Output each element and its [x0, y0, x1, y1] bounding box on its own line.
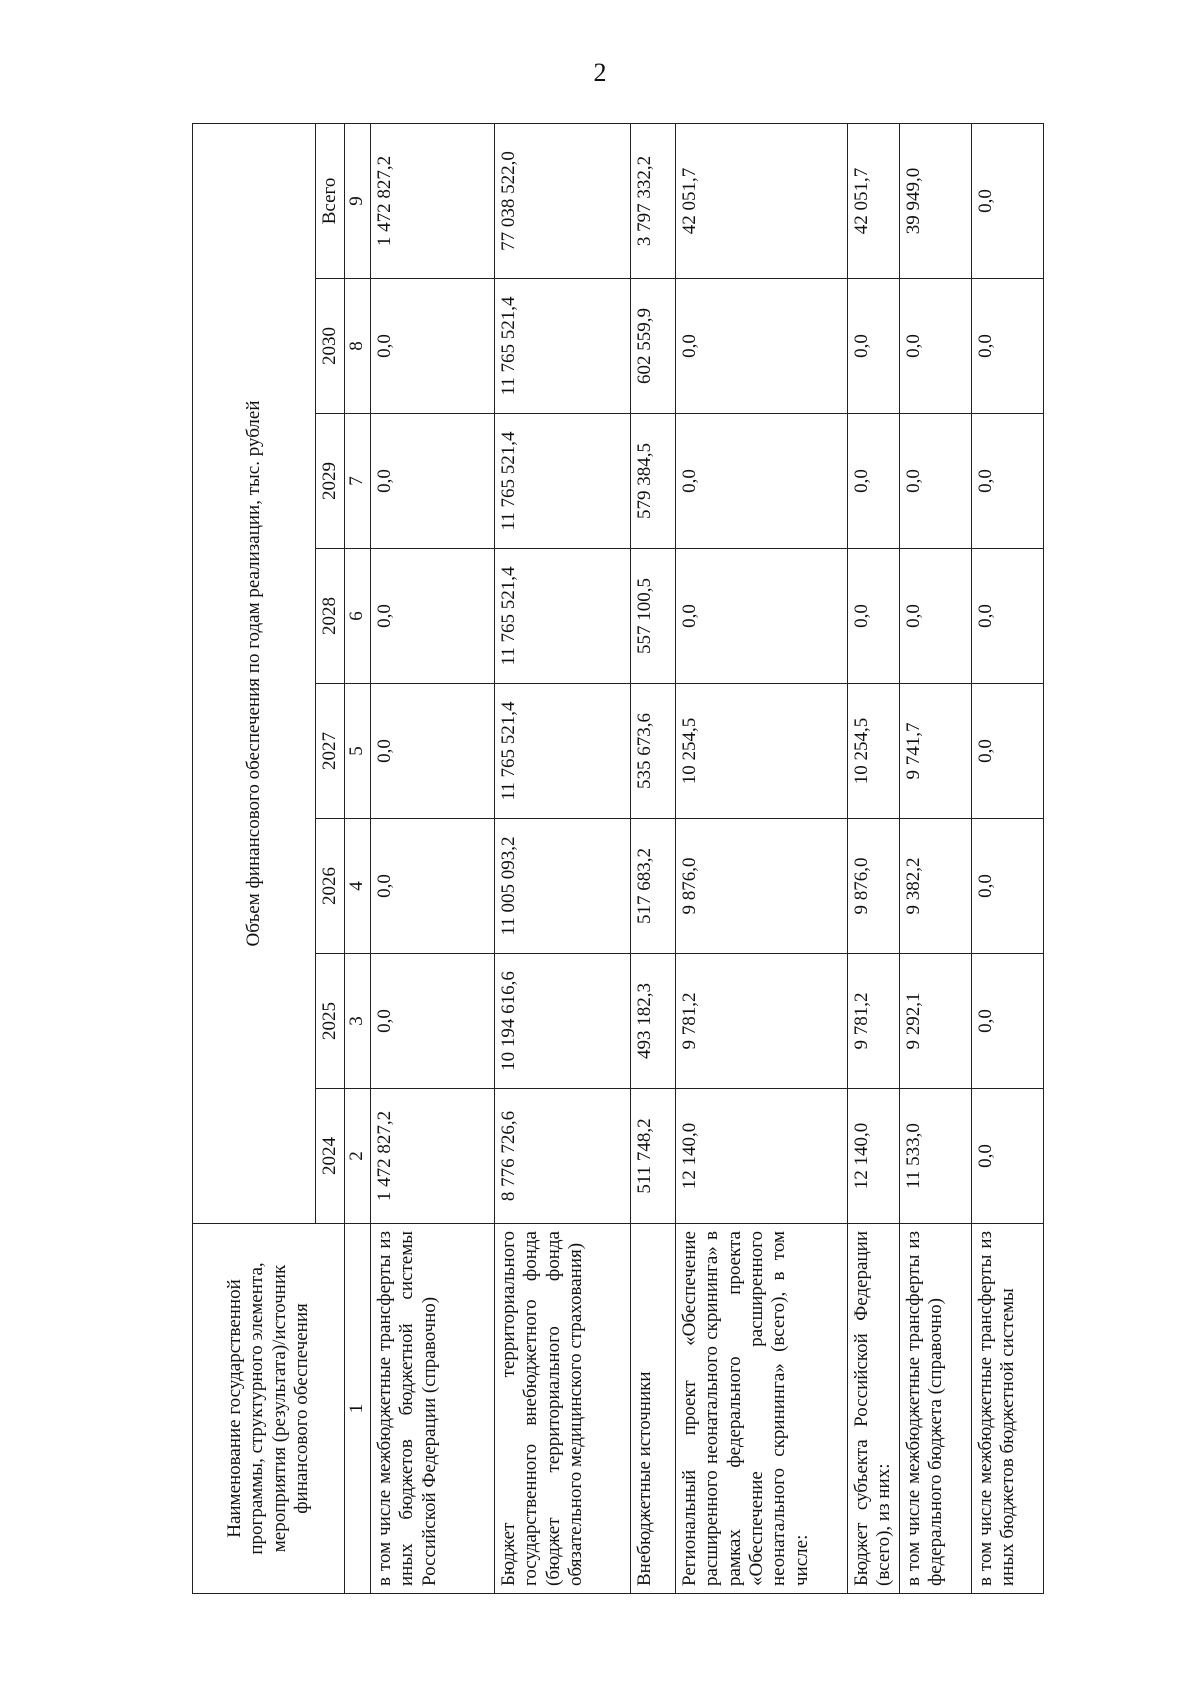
value-cell: 12 140,0: [847, 1089, 899, 1224]
column-index: 8: [345, 279, 370, 414]
group-title: Объем финансового обеспечения по годам реализации, тыс. рублей: [193, 123, 316, 1223]
table-row: [899, 123, 971, 1593]
row-label: Внебюджетные источники: [630, 1224, 675, 1594]
value-cell: 0,0: [847, 549, 899, 684]
total-cell: 39 949,0: [899, 123, 971, 278]
value-cell: 9 876,0: [675, 819, 847, 954]
total-cell: 77 038 522,0: [494, 123, 630, 278]
value-cell: 0,0: [971, 684, 1043, 819]
value-cell: 11 005 093,2: [494, 819, 630, 954]
table-row: [630, 123, 675, 1593]
value-cell: 0,0: [675, 279, 847, 414]
value-cell: 9 781,2: [675, 954, 847, 1089]
row-label: в том числе межбюджетные трансферты из иных бюджетов бюджетной системы: [971, 1224, 1043, 1594]
value-cell: 0,0: [370, 819, 494, 954]
financing-table-container: [192, 124, 1082, 1594]
page-number: 2: [593, 58, 607, 87]
value-cell: 9 292,1: [899, 954, 971, 1089]
value-cell: 9 876,0: [847, 819, 899, 954]
value-cell: 0,0: [899, 279, 971, 414]
value-cell: 12 140,0: [675, 1089, 847, 1224]
year-header-2030: 2030: [316, 279, 345, 414]
value-cell: 0,0: [847, 279, 899, 414]
year-header-2026: 2026: [316, 819, 345, 954]
value-cell: 0,0: [971, 279, 1043, 414]
name-column-header: Наименование государственной программы, структурного элемента, мероприятия (результата)/источник финансового обеспечения: [193, 1224, 345, 1594]
value-cell: 0,0: [899, 414, 971, 549]
column-index: 6: [345, 549, 370, 684]
value-cell: 517 683,2: [630, 819, 675, 954]
column-index-row: [345, 123, 370, 1593]
column-index: 5: [345, 684, 370, 819]
row-label: Бюджет территориального государственного внебюджетного фонда (бюджет территориального фонда обязательного медицинского страхования): [494, 1224, 630, 1594]
value-cell: 535 673,6: [630, 684, 675, 819]
column-index: 9: [345, 123, 370, 278]
total-cell: 1 472 827,2: [370, 123, 494, 278]
value-cell: 10 254,5: [675, 684, 847, 819]
year-header-2029: 2029: [316, 414, 345, 549]
value-cell: 0,0: [847, 414, 899, 549]
table-row: [847, 123, 899, 1593]
value-cell: 0,0: [971, 414, 1043, 549]
table-row: [971, 123, 1043, 1593]
value-cell: 579 384,5: [630, 414, 675, 549]
value-cell: 0,0: [675, 549, 847, 684]
table-row: [370, 123, 494, 1593]
total-cell: 3 797 332,2: [630, 123, 675, 278]
financing-table: [192, 123, 1044, 1594]
value-cell: 557 100,5: [630, 549, 675, 684]
value-cell: 0,0: [971, 1089, 1043, 1224]
column-index: 1: [345, 1224, 370, 1594]
row-label: в том числе межбюджетные трансферты из федерального бюджета (справочно): [899, 1224, 971, 1594]
value-cell: 0,0: [971, 819, 1043, 954]
column-index: 4: [345, 819, 370, 954]
value-cell: 511 748,2: [630, 1089, 675, 1224]
total-cell: 42 051,7: [847, 123, 899, 278]
value-cell: 11 765 521,4: [494, 684, 630, 819]
value-cell: 11 765 521,4: [494, 279, 630, 414]
value-cell: 493 182,3: [630, 954, 675, 1089]
value-cell: 9 741,7: [899, 684, 971, 819]
value-cell: 8 776 726,6: [494, 1089, 630, 1224]
value-cell: 11 533,0: [899, 1089, 971, 1224]
year-header-2025: 2025: [316, 954, 345, 1089]
year-header-2024: 2024: [316, 1089, 345, 1224]
value-cell: 602 559,9: [630, 279, 675, 414]
row-label: Бюджет субъекта Российской Федерации (всего), из них:: [847, 1224, 899, 1594]
table-row: [675, 123, 847, 1593]
value-cell: 9 382,2: [899, 819, 971, 954]
column-index: 3: [345, 954, 370, 1089]
value-cell: 10 194 616,6: [494, 954, 630, 1089]
value-cell: 0,0: [370, 549, 494, 684]
column-index: 2: [345, 1089, 370, 1224]
year-header-2028: 2028: [316, 549, 345, 684]
row-label: Региональный проект «Обеспечение расширенного неонатального скрининга» в рамках федерального проекта «Обеспечение расширенного неонатального скрининга» (всего), в том числе:: [675, 1224, 847, 1594]
value-cell: 9 781,2: [847, 954, 899, 1089]
value-cell: 0,0: [370, 279, 494, 414]
column-index: 7: [345, 414, 370, 549]
year-header-2027: 2027: [316, 684, 345, 819]
value-cell: 1 472 827,2: [370, 1089, 494, 1224]
value-cell: 11 765 521,4: [494, 414, 630, 549]
value-cell: 0,0: [370, 684, 494, 819]
total-cell: 42 051,7: [675, 123, 847, 278]
table-row: [494, 123, 630, 1593]
value-cell: 0,0: [370, 414, 494, 549]
value-cell: 10 254,5: [847, 684, 899, 819]
value-cell: 0,0: [675, 414, 847, 549]
value-cell: 0,0: [971, 549, 1043, 684]
value-cell: 11 765 521,4: [494, 549, 630, 684]
value-cell: 0,0: [971, 954, 1043, 1089]
value-cell: 0,0: [370, 954, 494, 1089]
total-cell: 0,0: [971, 123, 1043, 278]
row-label: в том числе межбюджетные трансферты из иных бюджетов бюджетной системы Российской Федерации (справочно): [370, 1224, 494, 1594]
total-header: Всего: [316, 123, 345, 278]
value-cell: 0,0: [899, 549, 971, 684]
